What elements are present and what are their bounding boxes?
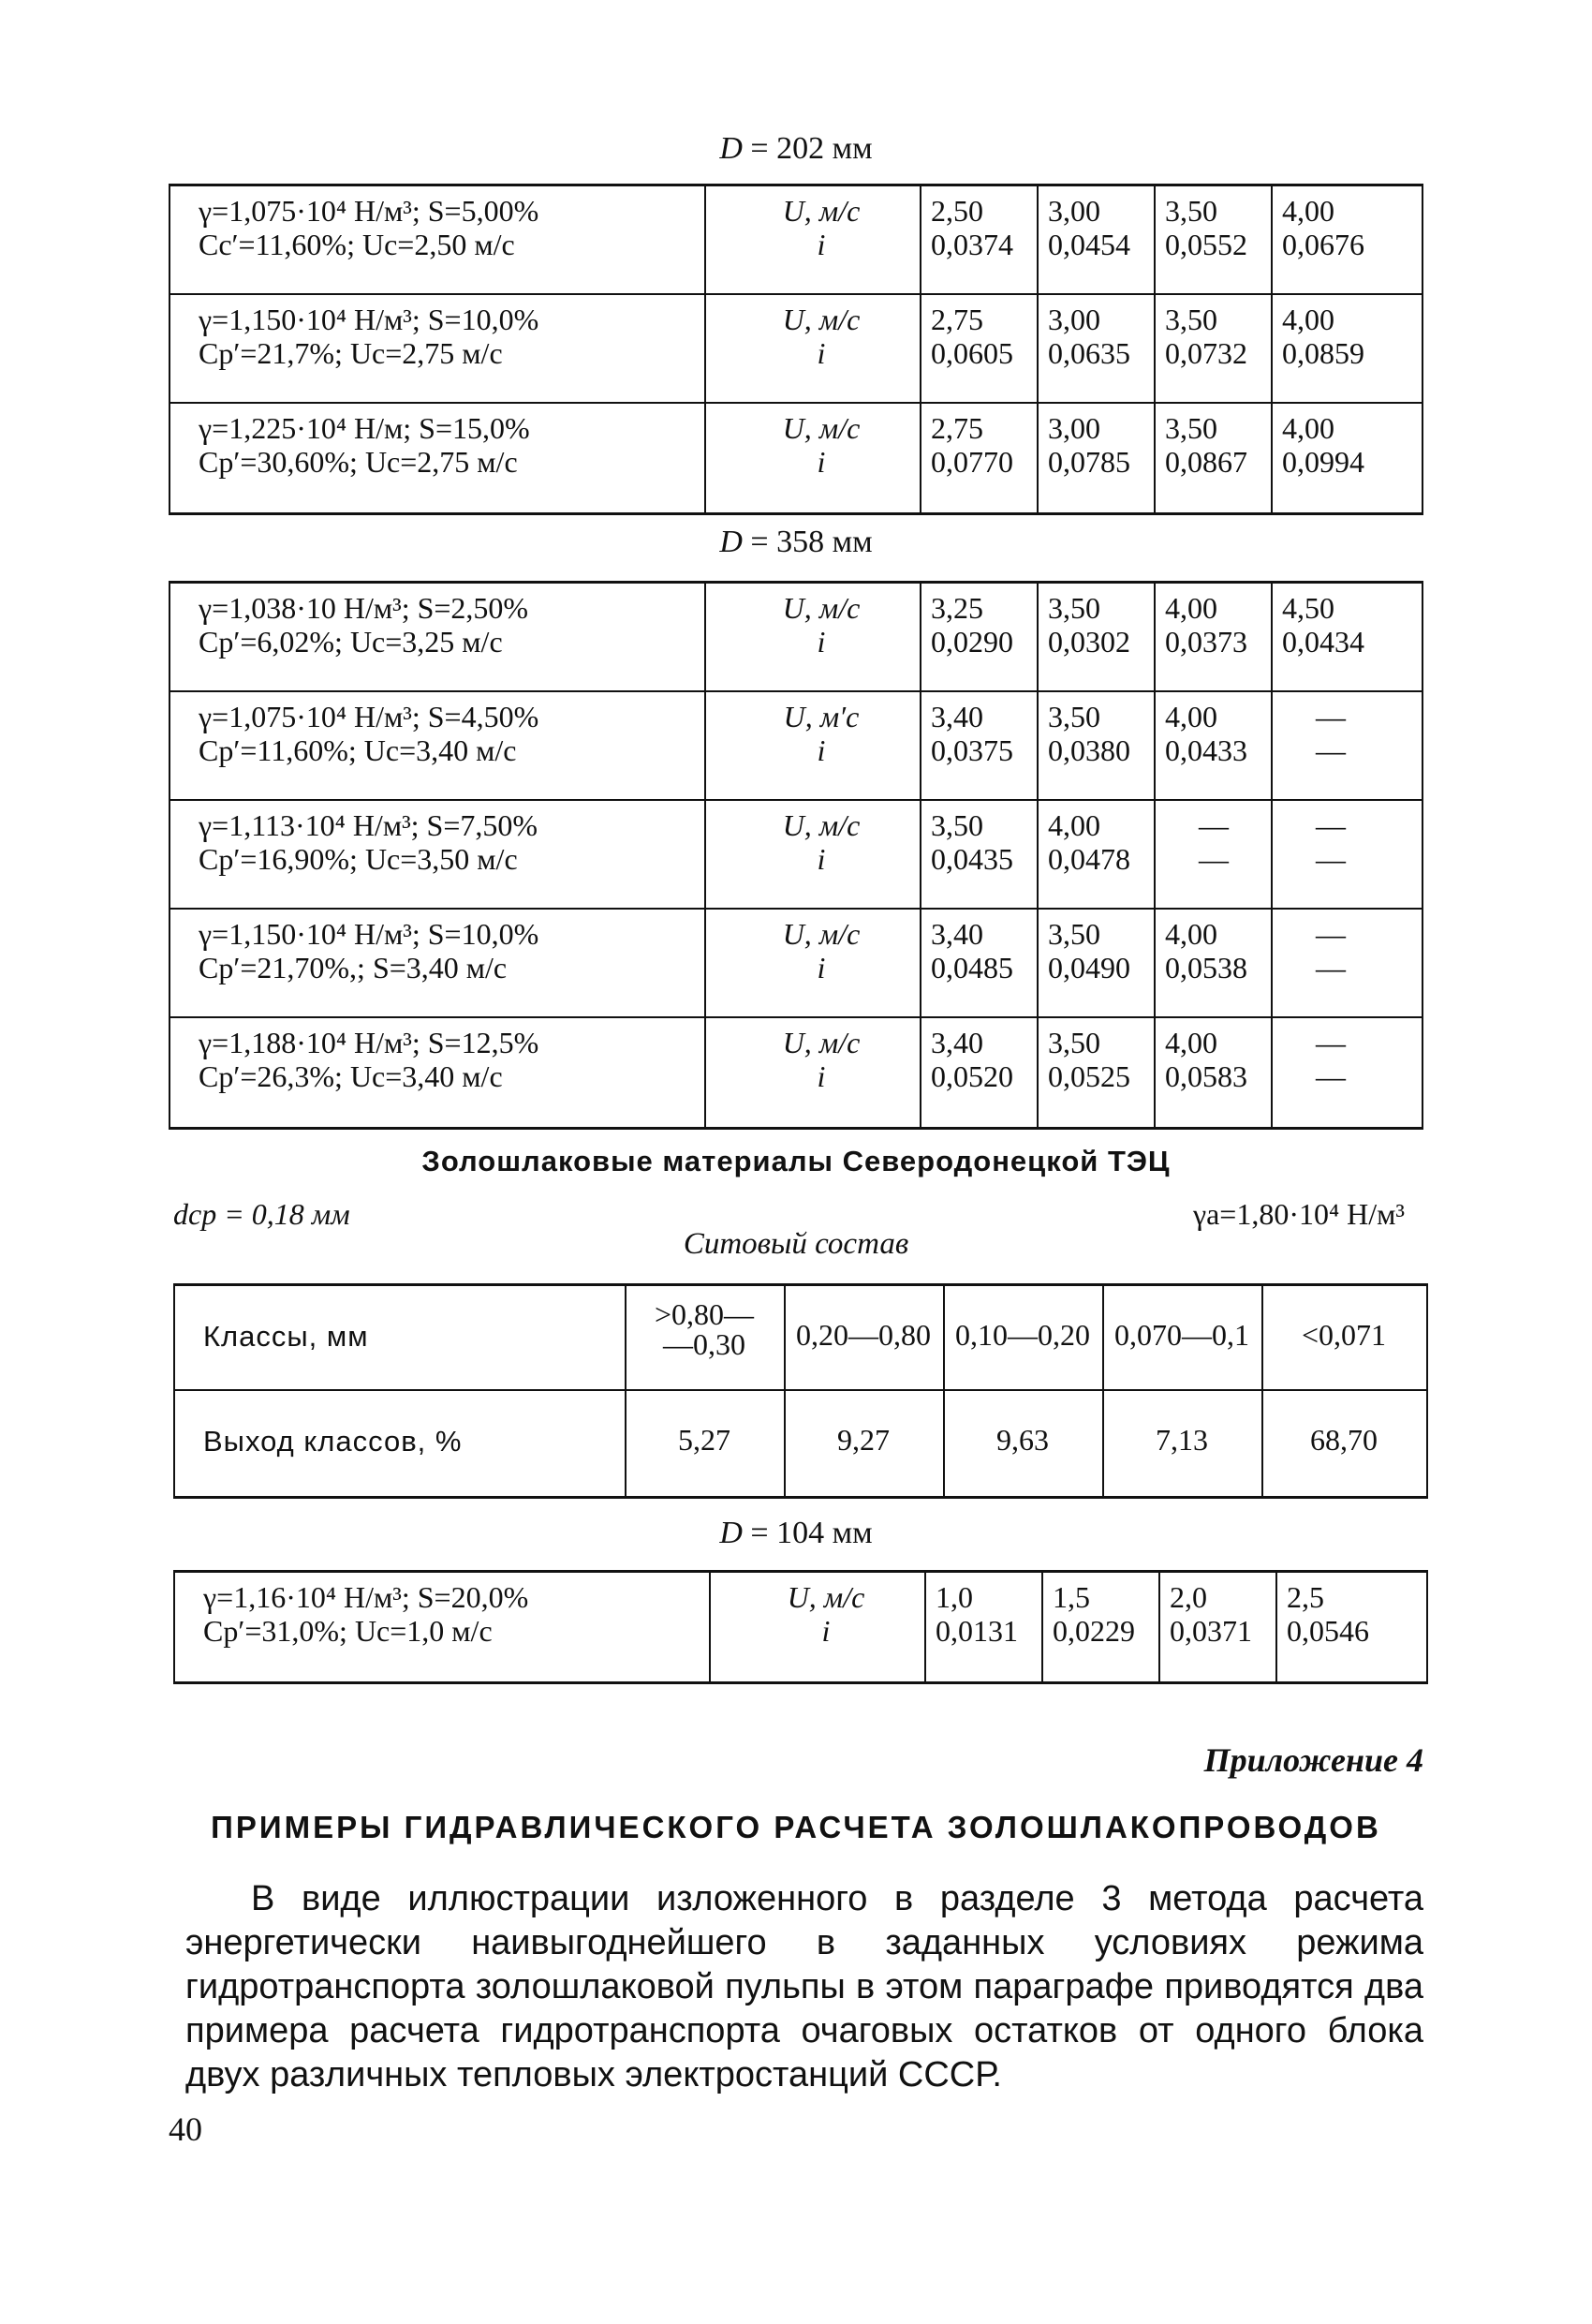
slope-value: 0,0552: [1165, 228, 1247, 261]
params-cell: [199, 808, 704, 876]
sieve-yield-cell: 7,13: [1156, 1423, 1208, 1457]
velocity-value: 3,25: [931, 591, 983, 625]
units-cell: [723, 194, 920, 261]
slope-value: —: [1316, 1059, 1346, 1093]
value-cell: [920, 1026, 1043, 1093]
sieve-title: Ситовый состав: [683, 1227, 909, 1261]
slope-value: 0,0373: [1165, 625, 1247, 659]
table-heading-d358: D = 358 мм: [719, 525, 873, 559]
slope-value: 0,0433: [1165, 733, 1247, 767]
value-cell: [1154, 808, 1277, 876]
value-cell: [924, 1580, 1048, 1648]
units-line: U, м/с: [782, 591, 861, 625]
slope-value: 0,0485: [931, 951, 1013, 984]
units-line: U, м/с: [782, 411, 861, 445]
params-line: Cр′=31,0%; Uс=1,0 м/с: [203, 1614, 493, 1648]
table-row: [169, 801, 1423, 910]
velocity-value: —: [1316, 700, 1346, 733]
slope-value: 0,0520: [931, 1059, 1013, 1093]
params-line: γ=1,150·10⁴ Н/м³; S=10,0%: [199, 917, 539, 951]
params-line: γ=1,075·10⁴ Н/м³; S=5,00%: [199, 194, 539, 228]
params-line: γ=1,113·10⁴ Н/м³; S=7,50%: [199, 808, 538, 842]
slope-value: 0,0490: [1048, 951, 1130, 984]
params-cell: [199, 1026, 704, 1093]
slope-value: 0,0374: [931, 228, 1013, 261]
params-line: γ=1,038·10 Н/м³; S=2,50%: [199, 591, 529, 625]
sieve-class-cell: >0,80— —0,30: [654, 1297, 755, 1361]
slope-value: 0,0859: [1282, 336, 1364, 370]
slope-value: 0,0785: [1048, 445, 1130, 479]
value-cell: [920, 591, 1043, 659]
units-line: i: [817, 733, 826, 767]
velocity-value: 3,50: [1165, 411, 1217, 445]
value-cell: [920, 411, 1043, 479]
value-cell: [1271, 303, 1394, 370]
params-line: Cр′=21,70%,; S=3,40 м/с: [199, 951, 508, 984]
sieve-class-cell: 0,10—0,20: [955, 1318, 1090, 1352]
slope-value: —: [1316, 842, 1346, 876]
value-cell: [1271, 917, 1394, 984]
params-cell: [199, 591, 704, 659]
params-cell: [199, 700, 704, 767]
velocity-value: 3,50: [1048, 1026, 1100, 1059]
units-cell: [723, 411, 920, 479]
velocity-value: —: [1316, 917, 1346, 951]
table-row: [169, 1018, 1423, 1127]
table-d104: [173, 1570, 1428, 1684]
units-line: U, м/с: [782, 917, 861, 951]
slope-value: 0,0770: [931, 445, 1013, 479]
units-line: i: [817, 228, 826, 261]
units-cell: [723, 303, 920, 370]
slope-value: 0,0538: [1165, 951, 1247, 984]
velocity-value: 4,00: [1165, 591, 1217, 625]
slope-value: 0,0380: [1048, 733, 1130, 767]
sieve-class-cell: <0,071: [1301, 1318, 1387, 1352]
value-cell: [1154, 303, 1277, 370]
params-line: γ=1,075·10⁴ Н/м³; S=4,50%: [199, 700, 539, 733]
params-cell: [199, 194, 704, 261]
section-title: Золошлаковые материалы Северодонецкой ТЭЦ: [421, 1145, 1171, 1177]
params-line: Cр′=16,90%; Uс=3,50 м/с: [199, 842, 518, 876]
units-cell: [728, 1580, 924, 1648]
sieve-yield-cell: 9,63: [996, 1423, 1049, 1457]
slope-value: 0,0375: [931, 733, 1013, 767]
velocity-value: 1,5: [1053, 1580, 1090, 1614]
units-cell: [723, 808, 920, 876]
units-cell: [723, 917, 920, 984]
slope-value: 0,0546: [1287, 1614, 1369, 1648]
units-line: U, м/с: [787, 1580, 865, 1614]
units-line: U, м/с: [782, 194, 861, 228]
value-cell: [1154, 194, 1277, 261]
slope-value: 0,0676: [1282, 228, 1364, 261]
value-cell: [1271, 591, 1394, 659]
velocity-value: 4,00: [1048, 808, 1100, 842]
value-cell: [1154, 1026, 1277, 1093]
params-line: Cр′=21,7%; Uс=2,75 м/с: [199, 336, 503, 370]
table-row: [169, 404, 1423, 512]
dcp-label: dср = 0,18 мм: [173, 1197, 350, 1231]
velocity-value: 4,00: [1282, 411, 1334, 445]
units-line: U, м/с: [782, 303, 861, 336]
sieve-row-yield: [173, 1391, 1428, 1496]
velocity-value: 3,50: [1048, 917, 1100, 951]
velocity-value: 4,00: [1165, 917, 1217, 951]
value-cell: [1037, 194, 1160, 261]
velocity-value: 3,50: [1048, 591, 1100, 625]
units-line: i: [817, 336, 826, 370]
slope-value: 0,0434: [1282, 625, 1364, 659]
value-cell: [1041, 1580, 1165, 1648]
velocity-value: 3,50: [1165, 303, 1217, 336]
velocity-value: 4,00: [1165, 700, 1217, 733]
units-line: i: [821, 1614, 831, 1648]
slope-value: 0,0290: [931, 625, 1013, 659]
slope-value: 0,0371: [1170, 1614, 1252, 1648]
velocity-value: 2,50: [931, 194, 983, 228]
value-cell: [920, 194, 1043, 261]
units-line: U, м/с: [782, 1026, 861, 1059]
sieve-class-cell: 0,070—0,1: [1114, 1318, 1249, 1352]
slope-value: 0,0454: [1048, 228, 1130, 261]
velocity-value: 3,40: [931, 917, 983, 951]
sieve-row-classes: [173, 1286, 1428, 1391]
table-row: [169, 295, 1423, 404]
velocity-value: —: [1316, 808, 1346, 842]
slope-value: 0,0131: [936, 1614, 1018, 1648]
velocity-value: 3,40: [931, 1026, 983, 1059]
slope-value: —: [1316, 733, 1346, 767]
table-row: [169, 910, 1423, 1018]
value-cell: [1037, 411, 1160, 479]
sieve-class-cell: 0,20—0,80: [796, 1318, 931, 1352]
velocity-value: 2,5: [1287, 1580, 1324, 1614]
units-line: i: [817, 625, 826, 659]
velocity-value: 3,00: [1048, 303, 1100, 336]
value-cell: [1037, 700, 1160, 767]
slope-value: 0,0605: [931, 336, 1013, 370]
params-line: γ=1,16·10⁴ Н/м³; S=20,0%: [203, 1580, 529, 1614]
value-cell: [1271, 411, 1394, 479]
value-cell: [920, 700, 1043, 767]
table-d358: [169, 581, 1423, 1130]
velocity-value: 2,0: [1170, 1580, 1207, 1614]
slope-value: 0,0229: [1053, 1614, 1135, 1648]
table-row: [169, 692, 1423, 801]
params-line: Cр′=11,60%; Uс=3,40 м/с: [199, 733, 517, 767]
sieve-table: [173, 1283, 1428, 1499]
value-cell: [920, 808, 1043, 876]
params-cell: [203, 1580, 709, 1648]
units-line: U, м/с: [782, 808, 861, 842]
slope-value: —: [1316, 951, 1346, 984]
value-cell: [1154, 411, 1277, 479]
value-cell: [920, 303, 1043, 370]
slope-value: 0,0478: [1048, 842, 1130, 876]
units-line: i: [817, 842, 826, 876]
slope-value: 0,0302: [1048, 625, 1130, 659]
value-cell: [1275, 1580, 1399, 1648]
velocity-value: 3,50: [1048, 700, 1100, 733]
value-cell: [1271, 1026, 1394, 1093]
value-cell: [1271, 194, 1394, 261]
sieve-row-label: Классы, мм: [203, 1320, 369, 1353]
params-line: Cс′=11,60%; Uс=2,50 м/с: [199, 228, 515, 261]
velocity-value: 3,40: [931, 700, 983, 733]
velocity-value: —: [1316, 1026, 1346, 1059]
velocity-value: 3,50: [931, 808, 983, 842]
gamma-a-label: γа=1,80·10⁴ Н/м³: [1192, 1197, 1405, 1231]
units-line: i: [817, 1059, 826, 1093]
paragraph-text: В виде иллюстрации изложенного в разделе 3 метода расчета энергетически наивыгоднейшего в заданных условиях режима гидротранспорта золошлаковой пульпы в этом параграфе приводятся два примера расчета гидротранспорта очаговых остатков от одного блока двух различных тепловых электростанций СССР.: [185, 1879, 1423, 2095]
sieve-row-label: Выход классов, %: [203, 1425, 463, 1458]
value-cell: [1037, 591, 1160, 659]
table-row: [173, 1573, 1428, 1681]
table-row: [169, 584, 1423, 692]
slope-value: 0,0994: [1282, 445, 1364, 479]
value-cell: [1037, 303, 1160, 370]
slope-value: 0,0525: [1048, 1059, 1130, 1093]
slope-value: —: [1199, 842, 1229, 876]
params-line: γ=1,225·10⁴ Н/м; S=15,0%: [199, 411, 530, 445]
slope-value: 0,0732: [1165, 336, 1247, 370]
velocity-value: 2,75: [931, 411, 983, 445]
params-line: γ=1,188·10⁴ Н/м³; S=12,5%: [199, 1026, 539, 1059]
velocity-value: —: [1199, 808, 1229, 842]
velocity-value: 3,50: [1165, 194, 1217, 228]
table-d202: [169, 184, 1423, 515]
params-line: Cр′=26,3%; Uс=3,40 м/с: [199, 1059, 503, 1093]
velocity-value: 3,00: [1048, 194, 1100, 228]
value-cell: [1271, 700, 1394, 767]
slope-value: 0,0583: [1165, 1059, 1247, 1093]
value-cell: [1154, 700, 1277, 767]
slope-value: 0,0435: [931, 842, 1013, 876]
velocity-value: 4,00: [1282, 194, 1334, 228]
params-line: γ=1,150·10⁴ Н/м³; S=10,0%: [199, 303, 539, 336]
sieve-yield-cell: 68,70: [1310, 1423, 1378, 1457]
velocity-value: 2,75: [931, 303, 983, 336]
sieve-yield-cell: 5,27: [678, 1423, 730, 1457]
body-paragraph: [185, 1877, 1423, 2097]
value-cell: [920, 917, 1043, 984]
value-cell: [1154, 591, 1277, 659]
params-line: Cр′=6,02%; Uс=3,25 м/с: [199, 625, 503, 659]
velocity-value: 4,00: [1165, 1026, 1217, 1059]
units-cell: [723, 1026, 920, 1093]
params-cell: [199, 303, 704, 370]
table-heading-d202: D = 202 мм: [719, 131, 873, 166]
table-row: [169, 186, 1423, 295]
slope-value: 0,0635: [1048, 336, 1130, 370]
velocity-value: 3,00: [1048, 411, 1100, 445]
value-cell: [1037, 1026, 1160, 1093]
params-cell: [199, 411, 704, 479]
appendix-label: Приложение 4: [1203, 1741, 1423, 1779]
units-line: U, м′с: [783, 700, 860, 733]
units-line: i: [817, 951, 826, 984]
velocity-value: 4,50: [1282, 591, 1334, 625]
value-cell: [1037, 917, 1160, 984]
value-cell: [1158, 1580, 1282, 1648]
value-cell: [1037, 808, 1160, 876]
velocity-value: 1,0: [936, 1580, 973, 1614]
params-line: Cр′=30,60%; Uс=2,75 м/с: [199, 445, 518, 479]
page-number: 40: [169, 2110, 202, 2148]
sieve-yield-cell: 9,27: [837, 1423, 890, 1457]
units-cell: [723, 700, 920, 767]
table-heading-d104: D = 104 мм: [719, 1516, 873, 1550]
slope-value: 0,0867: [1165, 445, 1247, 479]
units-cell: [723, 591, 920, 659]
units-line: i: [817, 445, 826, 479]
value-cell: [1154, 917, 1277, 984]
params-cell: [199, 917, 704, 984]
section-heading: ПРИМЕРЫ ГИДРАВЛИЧЕСКОГО РАСЧЕТА ЗОЛОШЛАКОПРОВОДОВ: [211, 1810, 1381, 1844]
value-cell: [1271, 808, 1394, 876]
velocity-value: 4,00: [1282, 303, 1334, 336]
